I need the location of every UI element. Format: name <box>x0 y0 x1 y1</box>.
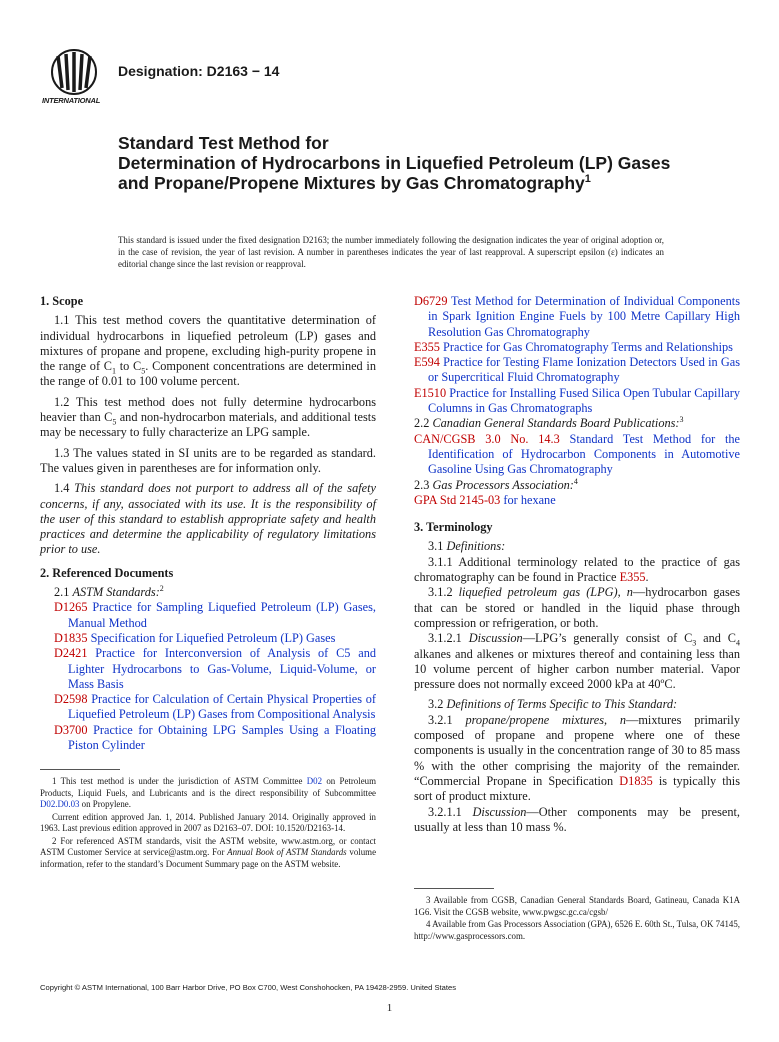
astm-logo <box>40 46 108 108</box>
footnote-3: 3 Available from CGSB, Canadian General Standards Board, Gatineau, Canada K1A 1G6. Visit the CGSB website, www.pwgsc.gc.ca/cgsb/ <box>414 895 740 917</box>
reference-item[interactable]: E1510 Practice for Installing Fused Silica Open Tubular Capillary Columns in Gas Chromatographs <box>414 385 740 416</box>
copyright-footer: Copyright © ASTM International, 100 Barr Harbor Drive, PO Box C700, West Conshohocken, PA 19428-2959. United States <box>40 983 457 992</box>
footnote-1-edition: Current edition approved Jan. 1, 2014. Published January 2014. Originally approved in 1963. Last previous edition approved in 2007 as D2163–07. DOI: 10.1520/D2163-14. <box>40 811 376 834</box>
intro-note: This standard is issued under the fixed designation D2163; the number immediately following the designation indicates the year of original adoption or, in the case of revision, the year of last revision. A number in parentheses indicates the year of last reapproval. A superscript epsilon (ε) indicates an editorial change since the last revision or reapproval. <box>118 235 664 270</box>
title-main: Determination of Hydrocarbons in Liquefied Petroleum (LP) Gases and Propane/Propene Mixtures by Gas Chromatography <box>118 153 671 193</box>
reference-item[interactable]: D1265 Practice for Sampling Liquefied Petroleum (LP) Gases, Manual Method <box>54 600 376 630</box>
para-3-1: 3.1 Definitions: <box>428 539 506 554</box>
cgsb-label: 2.2 Canadian General Standards Board Publications:$^3$ <box>414 415 684 431</box>
para-3-1-2: 3.1.2 liquefied petroleum gas (LPG), n—hydrocarbon gases that can be stored or handled in the liquid phase through compression or refrigeration, or both. <box>414 585 740 630</box>
footnote-2: 2 For referenced ASTM standards, visit the ASTM website, www.astm.org, or contact ASTM Customer Service at service@astm.org. For Annual Book of ASTM Standards volume information, refer to the standard’s Document Summary page on the ASTM website. <box>40 835 377 869</box>
footnote-rule <box>414 888 494 889</box>
para-3-2: 3.2 Definitions of Terms Specific to This Standard: <box>428 697 678 712</box>
reference-item[interactable]: D3700 Practice for Obtaining LPG Samples Using a Floating Piston Cylinder <box>54 722 377 753</box>
title-line1: Standard Test Method for <box>118 133 329 153</box>
reference-item[interactable]: E355 Practice for Gas Chromatography Terms and Relationships <box>414 339 733 354</box>
para-3-1-1: 3.1.1 Additional terminology related to the practice of gas chromatography can be found in Practice E355. <box>414 554 740 585</box>
title-footnote-ref: 1 <box>584 173 591 186</box>
reference-item[interactable]: CAN/CGSB 3.0 No. 14.3 Standard Test Method for the Identification of Hydrocarbon Components in Automotive Gasoline Using Gas Chromatography <box>414 431 740 477</box>
para-3-2-1-1: 3.2.1.1 Discussion—Other components may be present, usually at less than 10 mass %. <box>414 804 740 834</box>
section-scope-heading: 1. Scope <box>40 294 84 308</box>
left-column <box>40 294 376 871</box>
reference-item[interactable]: D1835 Specification for Liquefied Petroleum (LP) Gases <box>54 630 336 645</box>
reference-item[interactable]: D2421 Practice for Interconversion of Analysis of C5 and Lighter Hydrocarbons to Gas-Volume, Liquid-Volume, or Mass Basis <box>54 646 377 691</box>
document-title <box>118 133 678 193</box>
footnote-1: 1 This test method is under the jurisdiction of ASTM Committee D02 on Petroleum Products, Liquid Fuels, and Lubricants and is the direct responsibility of Subcommittee D02.D0.03 on Propylene. <box>40 776 376 810</box>
para-1-1: 1.1 This test method covers the quantitative determination of individual hydrocarbons in liquefied petroleum (LP) gases and mixtures of propane and propene, excluding high-purity propene in the range of $C_1$ to $C_5$. Component concentrations are determined in the range of 0.01 to 100 volume percent. <box>40 313 376 389</box>
section-referenced-heading: 2. Referenced Documents <box>40 565 174 580</box>
para-1-4: 1.4 This standard does not purport to address all of the safety concerns, if any, associated with its use. It is the responsibility of the user of this standard to establish appropriate safety and health practices and determine the applicability of regulatory limitations prior to use. <box>40 481 376 557</box>
reference-item[interactable]: GPA Std 2145-03 for hexane <box>414 492 556 507</box>
reference-item[interactable]: D2598 Practice for Calculation of Certain Physical Properties of Liquefied Petroleum (LP) Gases from Compositional Analysis <box>54 692 377 722</box>
para-3-2-1: 3.2.1 propane/propene mixtures, n—mixtures primarily composed of propane and propene where one of these components is usually in the concentration range of 30 to 85 mass % with the other comprising the majority of the remainder. “Commercial Propane in Specification D1835 is typically this sort of product mixture. <box>414 712 741 804</box>
footnote-4: 4 Available from Gas Processors Association (GPA), 6526 E. 60th St., Tulsa, OK 74145, http://www.gasprocessors.com. <box>414 919 740 941</box>
para-1-3: 1.3 The values stated in SI units are to be regarded as standard. The values given in parentheses are for information only. <box>40 445 376 475</box>
para-3-1-2-1: 3.1.2.1 Discussion—LPG’s generally consist of $C_3$ and $C_4$ alkanes and alkenes or mixtures thereof and containing less than 10 volume percent of higher carbon number material. Vapor pressure does not normally exceed 2000 kPa at 40ºC. <box>414 631 740 692</box>
para-1-2: 1.2 This test method does not fully determine hydrocarbons heavier than $C_5$ and non-hydrocarbon materials, and additional tests may be necessary to fully characterize an LPG sample. <box>40 394 376 440</box>
page-number: 1 <box>386 1002 393 1014</box>
gpa-label: 2.3 Gas Processors Association:$^4$ <box>414 476 578 492</box>
designation: Designation: D2163 − 14 <box>118 63 280 79</box>
logo-wordmark: INTERNATIONAL <box>42 96 101 105</box>
section-terminology-heading: 3. Terminology <box>414 520 493 535</box>
astm-standards-label: 2.1 ASTM Standards:$^2$ <box>54 583 164 600</box>
astm-reference-list <box>40 600 376 753</box>
reference-item[interactable]: D6729 Test Method for Determination of Individual Components in Spark Ignition Engine Fuels by 100 Metre Capillary High Resolution Gas Chromatography <box>414 294 740 339</box>
right-column <box>414 294 740 840</box>
right-footnotes <box>414 880 740 943</box>
reference-item[interactable]: E594 Practice for Testing Flame Ionization Detectors Used in Gas or Supercritical Fluid Chromatography <box>414 355 740 385</box>
footnote-rule <box>40 769 120 770</box>
